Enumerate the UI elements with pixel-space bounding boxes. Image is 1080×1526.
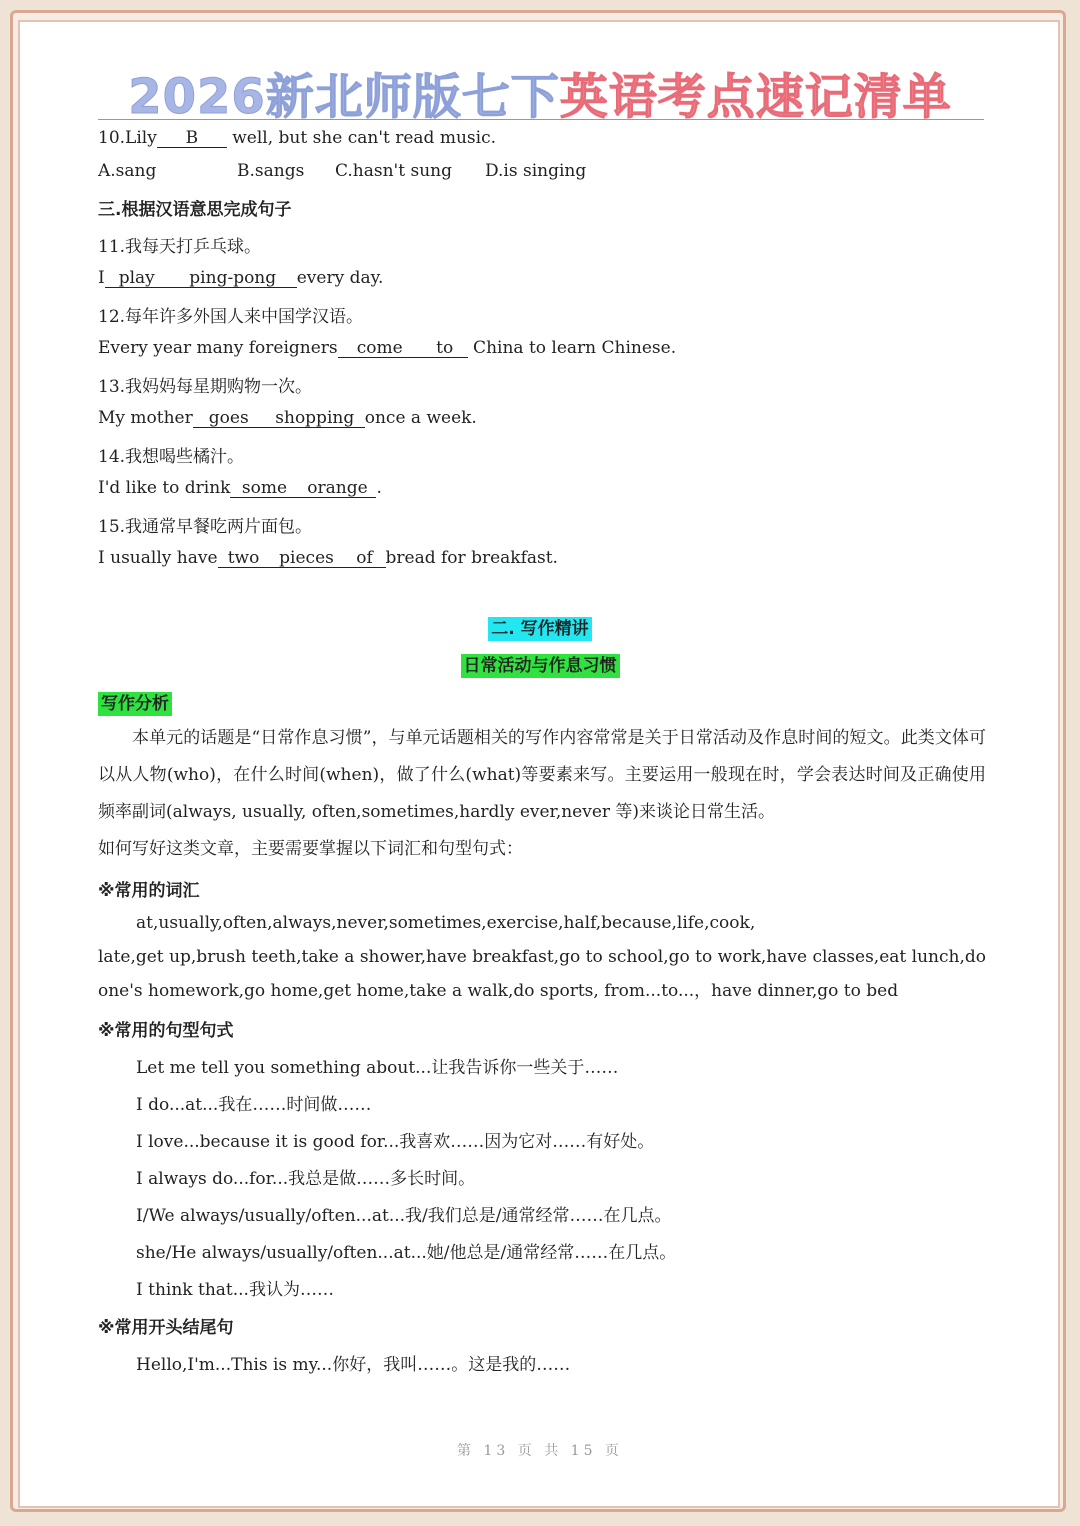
q12-blank-2 — [422, 339, 468, 358]
q15-blank-3 — [344, 549, 386, 568]
openclose-sentence: Hello,I'm...This is my...你好，我叫……。这是我的…… — [136, 1355, 571, 1375]
sentence-pattern: I think that...我认为…… — [136, 1280, 334, 1300]
q15-answer-3: of — [356, 548, 373, 568]
question-13-english — [98, 408, 477, 428]
q12-prefix: Every year many foreigners — [98, 338, 338, 358]
q10-option-a: A.sang — [98, 161, 157, 181]
q13-blank-1 — [193, 409, 265, 428]
q13-answer-1: goes — [208, 408, 249, 428]
question-13-chinese: 13.我妈妈每星期购物一次。 — [98, 377, 313, 397]
title-part-pink: 英语考点速记清单 — [559, 69, 952, 125]
openclose-heading: ※常用开头结尾句 — [98, 1318, 234, 1338]
writing-analysis-label: 写作分析 — [98, 692, 172, 716]
vocab-line-1: at,usually,often,always,never,sometimes,exercise,half,because,life,cook, — [136, 913, 756, 933]
question-15-english — [98, 548, 558, 568]
q14-prefix: I'd like to drink — [98, 478, 231, 498]
question-10 — [98, 128, 496, 148]
page-title — [0, 58, 1080, 127]
q11-prefix: I — [98, 268, 105, 288]
writing-analysis-label-row — [98, 689, 172, 714]
q14-answer-1: some — [241, 478, 288, 498]
q14-answer-2: orange — [307, 478, 368, 498]
q10-answer-blank — [157, 129, 227, 148]
q13-blank-2 — [265, 409, 365, 428]
q13-suffix: once a week. — [364, 408, 477, 428]
q11-suffix: every day. — [296, 268, 384, 288]
question-11-chinese: 11.我每天打乒乓球。 — [98, 237, 262, 257]
q11-blank-2 — [169, 269, 297, 288]
q15-suffix: bread for breakfast. — [385, 548, 558, 568]
q10-stem-start: 10.Lily — [98, 128, 157, 148]
q10-answer: B — [185, 128, 199, 148]
sentence-pattern: I always do...for...我总是做……多长时间。 — [136, 1169, 476, 1189]
q12-blank-1 — [338, 339, 422, 358]
q12-suffix: China to learn Chinese. — [467, 338, 677, 358]
vocab-block — [98, 906, 986, 1008]
q15-blank-1 — [218, 549, 270, 568]
sentence-pattern: I love...because it is good for...我喜欢……因为它对……有好处。 — [136, 1132, 655, 1152]
question-14-english — [98, 478, 382, 498]
question-15-chinese: 15.我通常早餐吃两片面包。 — [98, 517, 313, 537]
writing-topic-label-row — [0, 651, 1080, 676]
sentence-pattern: Let me tell you something about...让我告诉你一些关于…… — [136, 1058, 619, 1078]
question-14-chinese: 14.我想喝些橘汁。 — [98, 447, 245, 467]
analysis-text: 本单元的话题是“日常作息习惯”，与单元话题相关的写作内容常常是关于日常活动及作息时间的短文。此类文体可以从人物(who)，在什么时间(when)，做了什么(what)等要素来写。主要运用一般现在时，学会表达时间及正确使用频率副词(always, usually, often,sometimes,hardly ever,never 等)来谈论日常生活。 — [98, 728, 986, 822]
q13-prefix: My mother — [98, 408, 193, 428]
page-footer: 第 13 页 共 15 页 — [457, 1443, 623, 1459]
q11-answer-1: play — [118, 268, 155, 288]
q14-suffix: . — [376, 478, 382, 498]
sentence-pattern: I/We always/usually/often...at...我/我们总是/通常经常……在几点。 — [136, 1206, 672, 1226]
section-3-heading: 三.根据汉语意思完成句子 — [98, 200, 292, 220]
q10-option-d: D.is singing — [485, 161, 587, 181]
q15-prefix: I usually have — [98, 548, 218, 568]
question-11-english — [98, 268, 383, 288]
q15-answer-1: two — [227, 548, 260, 568]
sentence-pattern: I do...at...我在……时间做…… — [136, 1095, 372, 1115]
q11-answer-2: ping-pong — [189, 268, 277, 288]
q10-option-c: C.hasn't sung — [335, 161, 452, 181]
writing-topic-label: 日常活动与作息习惯 — [461, 654, 620, 678]
writing-section-label-row — [0, 614, 1080, 639]
sentence-pattern: she/He always/usually/often...at...她/他总是/通常经常……在几点。 — [136, 1243, 677, 1263]
sentence-heading: ※常用的句型句式 — [98, 1021, 234, 1041]
q12-answer-2: to — [436, 338, 454, 358]
q12-answer-1: come — [356, 338, 403, 358]
writing-analysis-paragraph — [98, 720, 986, 868]
q13-answer-2: shopping — [275, 408, 355, 428]
q14-blank-1 — [230, 479, 298, 498]
q15-answer-2: pieces — [279, 548, 334, 568]
vocab-rest: late,get up,brush teeth,take a shower,have breakfast,go to school,go to work,have classes,eat lunch,do one's homework,go home,get home,take a walk,do sports, from...to...，have dinner,go to bed — [98, 947, 986, 1001]
title-part-blue: 2026新北师版七下 — [128, 69, 560, 125]
question-12-english — [98, 338, 676, 358]
q14-blank-2 — [298, 479, 376, 498]
question-10-options — [98, 161, 586, 181]
analysis-text-2: 如何写好这类文章，主要需要掌握以下词汇和句型句式： — [98, 839, 523, 859]
writing-section-label: 二. 写作精讲 — [488, 617, 591, 641]
q11-blank-1 — [105, 269, 169, 288]
q10-stem-end: well, but she can't read music. — [226, 128, 496, 148]
title-divider — [98, 119, 984, 120]
q15-blank-2 — [270, 549, 344, 568]
question-12-chinese: 12.每年许多外国人来中国学汉语。 — [98, 307, 364, 327]
vocab-heading: ※常用的词汇 — [98, 881, 200, 901]
q10-option-b: B.sangs — [237, 161, 305, 181]
